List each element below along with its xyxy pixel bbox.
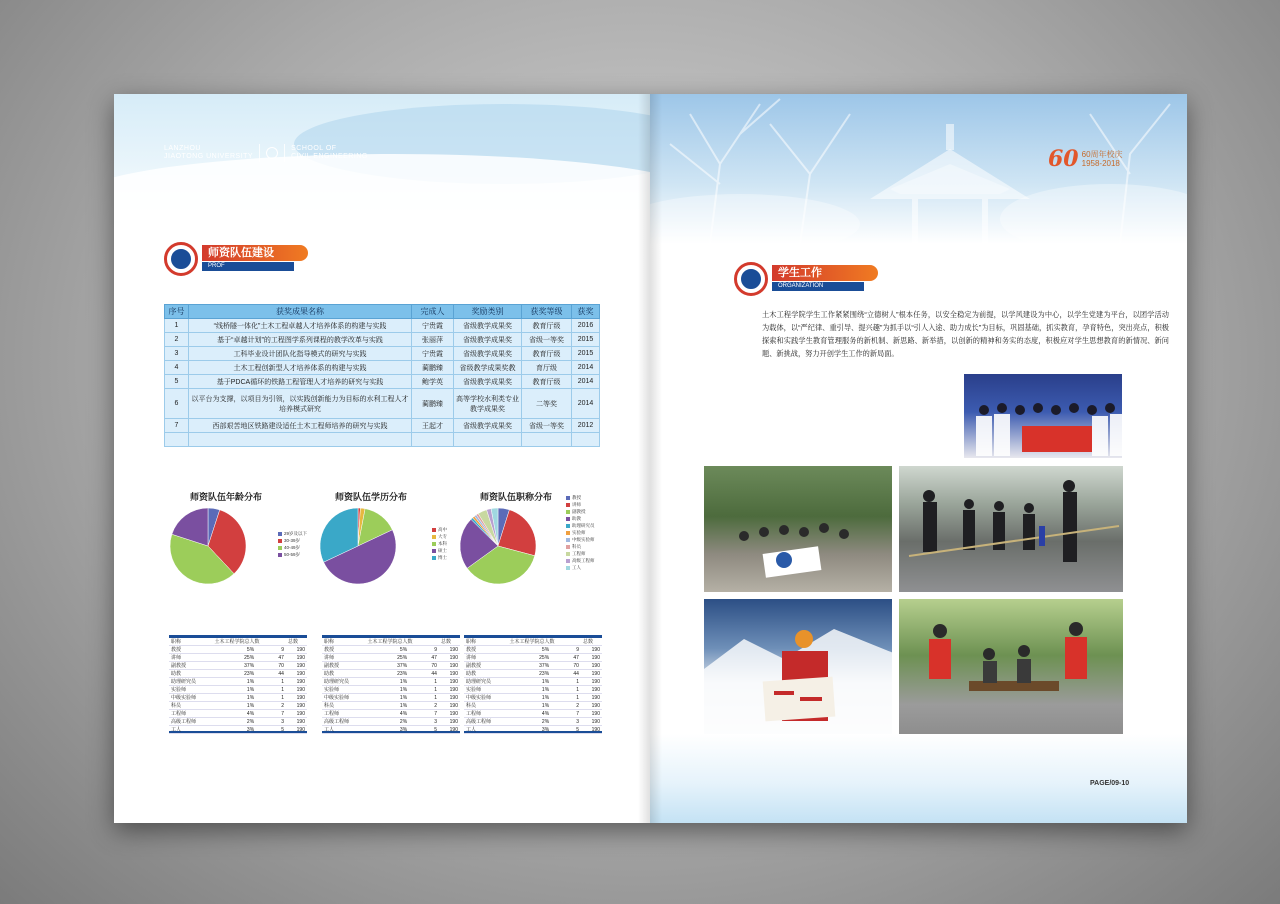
table-header-row: 序号 获奖成果名称 完成人 奖励类别 获奖等级 获奖 bbox=[165, 305, 600, 319]
mini-row: 助教 23% 44 190 bbox=[171, 670, 305, 678]
mini-row: 工程师 4% 7 190 bbox=[171, 710, 305, 718]
table-cell: 2014 bbox=[572, 389, 600, 419]
table-cell: 2 bbox=[165, 333, 189, 347]
legend-entry: 助理研究员 bbox=[566, 522, 595, 529]
table-cell: 省级教学成果奖 bbox=[454, 333, 522, 347]
table-row bbox=[165, 361, 600, 375]
photo-tug-of-war bbox=[897, 464, 1125, 594]
table-cell: 省级教学成果奖教 bbox=[454, 361, 522, 375]
mini-row: 中级实验师 1% 1 190 bbox=[324, 694, 458, 702]
legend-entry: 讲师 bbox=[566, 501, 595, 508]
mini-row: 副教授 37% 70 190 bbox=[466, 662, 600, 670]
legend-entry: 大专 bbox=[432, 533, 447, 540]
table-cell: 2012 bbox=[572, 419, 600, 433]
book-fold-shadow bbox=[638, 94, 662, 823]
table-cell: 教育厅级 bbox=[522, 319, 572, 333]
photo-mountaineer bbox=[702, 597, 894, 742]
mini-table-3 bbox=[464, 635, 602, 734]
pie-title-education: 师资队伍学历分布 bbox=[335, 493, 408, 503]
mini-row: 讲师 25% 47 190 bbox=[466, 654, 600, 662]
table-cell: 基于“卓越计划”的工程图学系列课程的教学改革与实践 bbox=[189, 333, 412, 347]
university-brand: LANZHOU JIAOTONG UNIVERSITY SCHOOL OF CIVIL ENGINEERING bbox=[164, 145, 368, 160]
photo-hiking-group bbox=[702, 464, 894, 594]
mini-row: 实验师 1% 1 190 bbox=[171, 686, 305, 694]
awards-table bbox=[164, 304, 600, 447]
mini-row: 高级工程师 2% 3 190 bbox=[324, 718, 458, 726]
section-title-student: 学生工作 ORGANIZATION bbox=[734, 262, 878, 296]
table-cell: 2015 bbox=[572, 333, 600, 347]
legend-entry: 40-49岁 bbox=[278, 544, 307, 551]
legend-entry: 助教 bbox=[566, 515, 595, 522]
brochure-spread bbox=[114, 94, 1187, 823]
mini-row: 助理研究员 1% 1 190 bbox=[171, 678, 305, 686]
mini-table-2 bbox=[322, 635, 460, 734]
left-page bbox=[114, 94, 650, 823]
table-cell: 4 bbox=[165, 361, 189, 375]
table-cell: 省级一等奖 bbox=[522, 419, 572, 433]
mini-row: 教授 5% 9 190 bbox=[324, 646, 458, 654]
legend-entry: 科员 bbox=[566, 543, 595, 550]
legend-rank bbox=[566, 494, 595, 571]
mini-row: 讲师 25% 47 190 bbox=[171, 654, 305, 662]
mini-row: 助教 23% 44 190 bbox=[324, 670, 458, 678]
table-cell: 2016 bbox=[572, 319, 600, 333]
table-cell: 宁贵霞 bbox=[412, 319, 454, 333]
legend-entry: 30-39岁 bbox=[278, 537, 307, 544]
legend-education bbox=[432, 526, 447, 561]
table-cell: “线桥隧一体化”土木工程卓越人才培养体系的构建与实践 bbox=[189, 319, 412, 333]
legend-age bbox=[278, 530, 307, 558]
student-work-text: 土木工程学院学生工作紧紧围绕“立德树人”根本任务，以安全稳定为前提，以学风建设为中心，以学生党建为平台，以团学活动为载体，以“严纪律、重引导、提兴趣”为抓手以“引人入途、助力成长”为目标，巩固基础，抓实教育，孕育特色，突出亮点，积极探索和实践学生教育管理服务的新机制、新思路、新举措，以创新的精神和务实的态度，积极应对学生思想教育的新情况、新问题、新挑战，努力开创学生工作的新局面。 bbox=[762, 310, 1169, 358]
table-cell: 省级教学成果奖 bbox=[454, 347, 522, 361]
mini-row: 副教授 37% 70 190 bbox=[171, 662, 305, 670]
anniversary-badge: 60 60周年校庆 1958-2018 bbox=[1048, 146, 1123, 172]
table-row bbox=[165, 333, 600, 347]
table-cell: 蔺鹏臻 bbox=[412, 361, 454, 375]
mini-row: 讲师 25% 47 190 bbox=[324, 654, 458, 662]
table-row bbox=[165, 375, 600, 389]
table-cell: 张丽萍 bbox=[412, 333, 454, 347]
table-row bbox=[165, 389, 600, 419]
mini-row: 助理研究员 1% 1 190 bbox=[466, 678, 600, 686]
table-cell: 王起才 bbox=[412, 419, 454, 433]
pie-title-rank: 师资队伍职称分布 bbox=[480, 493, 553, 503]
mini-row: 实验师 1% 1 190 bbox=[324, 686, 458, 694]
table-cell: 省级教学成果奖 bbox=[454, 319, 522, 333]
legend-entry: 博士 bbox=[432, 554, 447, 561]
table-cell: 育厅级 bbox=[522, 361, 572, 375]
seal-icon bbox=[266, 147, 278, 159]
mini-row: 中级实验师 1% 1 190 bbox=[171, 694, 305, 702]
pie-title-age: 师资队伍年龄分布 bbox=[190, 493, 263, 503]
legend-entry: 本科 bbox=[432, 540, 447, 547]
table-cell: 3 bbox=[165, 347, 189, 361]
mini-header-row: 职称 土木工程学院总人数 总数 bbox=[169, 638, 307, 646]
table-cell: 基于PDCA循环的铁路工程管理人才培养的研究与实践 bbox=[189, 375, 412, 389]
table-row bbox=[165, 419, 600, 433]
mini-row: 中级实验师 1% 1 190 bbox=[466, 694, 600, 702]
mini-row: 工人 3% 5 190 bbox=[466, 726, 600, 734]
table-cell: 省级一等奖 bbox=[522, 333, 572, 347]
table-cell: 西部艰苦地区铁路建设适任土木工程师培养的研究与实践 bbox=[189, 419, 412, 433]
table-cell: 2015 bbox=[572, 347, 600, 361]
table-cell: 教育厅级 bbox=[522, 347, 572, 361]
table-cell: 宁贵霞 bbox=[412, 347, 454, 361]
table-cell: 鲍学英 bbox=[412, 375, 454, 389]
table-row bbox=[165, 319, 600, 333]
mini-row: 教授 5% 9 190 bbox=[466, 646, 600, 654]
table-row-empty bbox=[165, 433, 600, 447]
section-title-faculty: 师资队伍建设 PROF bbox=[164, 242, 308, 276]
table-cell: 7 bbox=[165, 419, 189, 433]
table-cell: 省级教学成果奖 bbox=[454, 419, 522, 433]
mini-table-1 bbox=[169, 635, 307, 734]
mini-row: 助教 23% 44 190 bbox=[466, 670, 600, 678]
table-cell: 1 bbox=[165, 319, 189, 333]
mini-row: 助理研究员 1% 1 190 bbox=[324, 678, 458, 686]
mini-row: 教授 5% 9 190 bbox=[171, 646, 305, 654]
mini-row: 高级工程师 2% 3 190 bbox=[466, 718, 600, 726]
right-page bbox=[650, 94, 1187, 823]
legend-entry: 29岁及以下 bbox=[278, 530, 307, 537]
table-cell: 蔺鹏臻 bbox=[412, 389, 454, 419]
table-cell: 5 bbox=[165, 375, 189, 389]
table-cell: 省级教学成果奖 bbox=[454, 375, 522, 389]
table-cell: 6 bbox=[165, 389, 189, 419]
table-row bbox=[165, 347, 600, 361]
legend-entry: 高中 bbox=[432, 526, 447, 533]
mini-row: 工人 3% 5 190 bbox=[171, 726, 305, 734]
table-cell: 教育厅级 bbox=[522, 375, 572, 389]
mini-row: 工人 3% 5 190 bbox=[324, 726, 458, 734]
table-cell: 二等奖 bbox=[522, 389, 572, 419]
table-cell: 土木工程创新型人才培养体系的构建与实践 bbox=[189, 361, 412, 375]
right-footer-band bbox=[650, 734, 1187, 823]
mini-row: 工程师 4% 7 190 bbox=[324, 710, 458, 718]
table-cell: 2014 bbox=[572, 361, 600, 375]
mini-row: 工程师 4% 7 190 bbox=[466, 710, 600, 718]
page-number: PAGE/09-10 bbox=[1090, 780, 1130, 787]
legend-entry: 硕士 bbox=[432, 547, 447, 554]
school-logo-icon bbox=[164, 242, 198, 276]
mini-row: 副教授 37% 70 190 bbox=[324, 662, 458, 670]
legend-entry: 副教授 bbox=[566, 508, 595, 515]
mini-header-row: 职称 土木工程学院总人数 总数 bbox=[322, 638, 460, 646]
table-cell: 2014 bbox=[572, 375, 600, 389]
legend-entry: 高级工程师 bbox=[566, 557, 595, 564]
table-cell: 工科毕业设计团队化指导模式的研究与实践 bbox=[189, 347, 412, 361]
table-cell: 以平台为支撑，以项目为引领，以实践创新能力为目标的水利工程人才培养模式研究 bbox=[189, 389, 412, 419]
mini-row: 科员 1% 2 190 bbox=[171, 702, 305, 710]
photo-volunteers bbox=[897, 597, 1125, 742]
mini-row: 科员 1% 2 190 bbox=[324, 702, 458, 710]
legend-entry: 工人 bbox=[566, 564, 595, 571]
table-cell: 高等学校水利类专业教学成果奖 bbox=[454, 389, 522, 419]
school-logo-icon bbox=[734, 262, 768, 296]
legend-entry: 教授 bbox=[566, 494, 595, 501]
group-photo-stage bbox=[962, 372, 1124, 460]
mini-row: 高级工程师 2% 3 190 bbox=[171, 718, 305, 726]
mini-row: 科员 1% 2 190 bbox=[466, 702, 600, 710]
mini-row: 实验师 1% 1 190 bbox=[466, 686, 600, 694]
legend-entry: 中级实验师 bbox=[566, 536, 595, 543]
legend-entry: 工程师 bbox=[566, 550, 595, 557]
legend-entry: 实验师 bbox=[566, 529, 595, 536]
legend-entry: 50-59岁 bbox=[278, 551, 307, 558]
mini-header-row: 职称 土木工程学院总人数 总数 bbox=[464, 638, 602, 646]
